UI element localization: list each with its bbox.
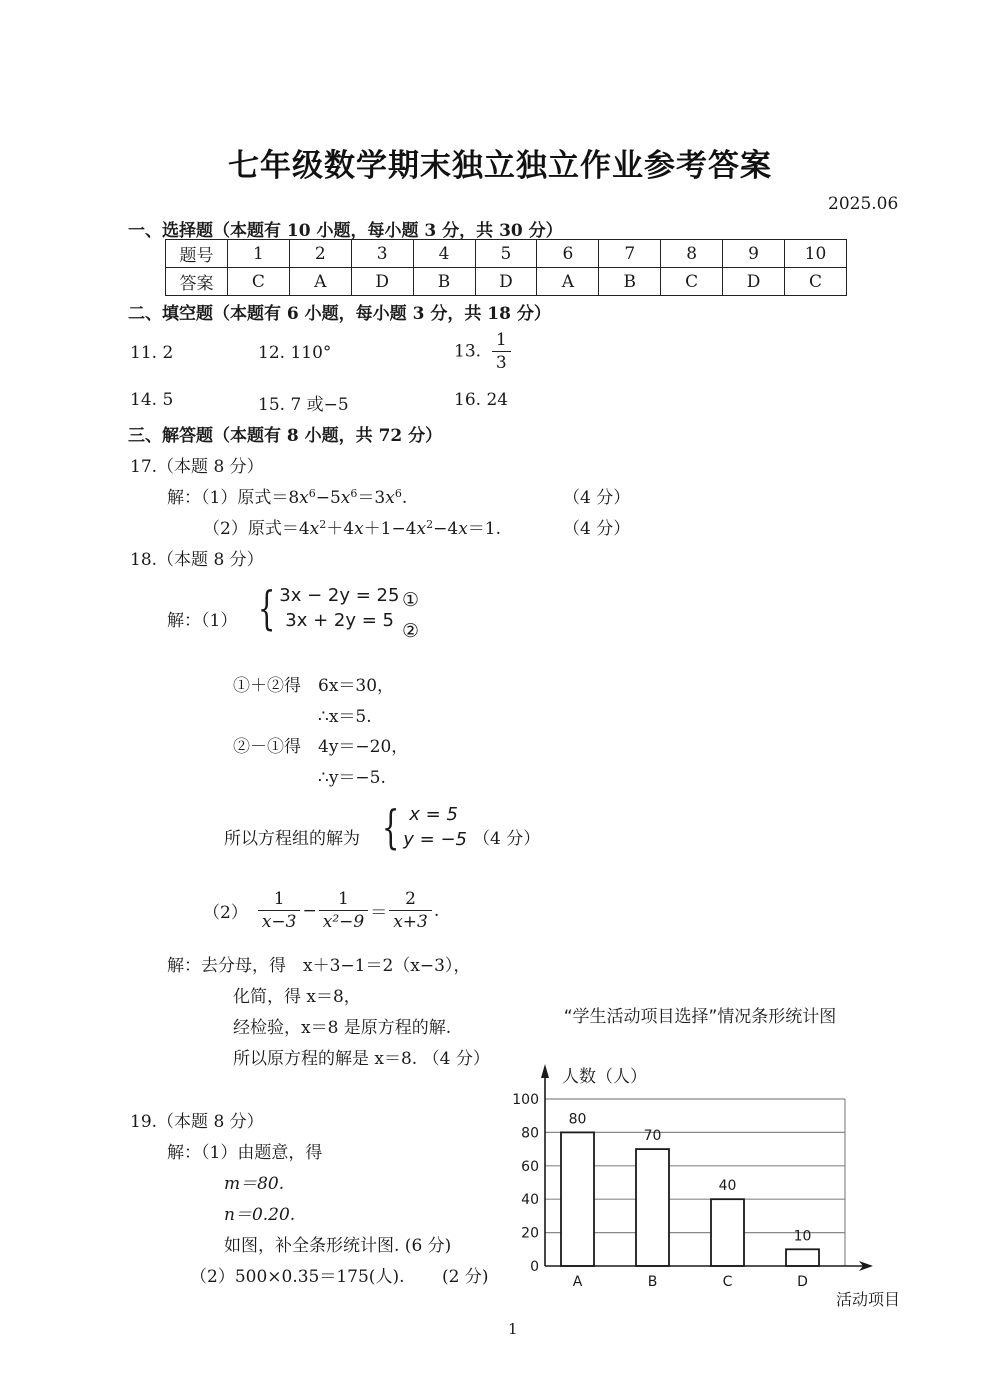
item-answer: 7 或−5	[290, 395, 349, 415]
period: .	[433, 900, 440, 921]
question-number: 2	[289, 240, 351, 268]
fraction-answer	[492, 330, 511, 373]
y-tick-label: 40	[521, 1192, 539, 1209]
q19-line-4: 如图，补全条形统计图. (6 分)	[224, 1236, 452, 1256]
answer-cell: C	[661, 268, 723, 296]
denominator: x−3	[261, 912, 297, 932]
data-label: 70	[643, 1128, 662, 1145]
solution-system	[376, 800, 467, 854]
question-number: 10	[785, 240, 847, 268]
circled-1-marker: ①	[402, 589, 420, 611]
question-number: 9	[723, 240, 785, 268]
page-number: 1	[508, 1320, 518, 1338]
q19-title: 19.（本题 8 分）	[130, 1112, 264, 1132]
question-number: 3	[351, 240, 413, 268]
expr-text: 解：（1）原式＝8	[167, 488, 300, 508]
row-label: 答案	[166, 268, 228, 296]
expr-text: ＝3	[357, 488, 386, 508]
q18-solution-line-2: 化简，得 x＝8，	[233, 987, 361, 1007]
section-2-heading: 二、填空题（本题有 6 小题，每小题 3 分，共 18 分）	[128, 304, 551, 324]
expr-text: −5	[315, 488, 341, 508]
minus-sign: −	[302, 900, 317, 921]
x-axis-label: 活动项目	[836, 1290, 901, 1309]
row-label: 题号	[166, 240, 228, 268]
bar-chart	[500, 1000, 920, 1320]
bar-c	[711, 1199, 744, 1266]
x-tick-label: C	[722, 1274, 733, 1290]
answer-cell: D	[351, 268, 413, 296]
step-add-label: ①＋②得	[233, 676, 301, 696]
numerator: 1	[258, 889, 301, 911]
q17-part1: 解：（1）原式$=8x^6-5x^6=3x^6$.	[167, 487, 408, 508]
answer-cell: A	[289, 268, 351, 296]
data-label: 40	[718, 1178, 737, 1195]
step-x-result: ∴x＝5.	[318, 707, 372, 727]
document-date: 2025.06	[828, 194, 899, 214]
q18-solution-line-1: 解：去分母，得 x＋3−1＝2（x−3），	[167, 956, 471, 976]
answer-cell: D	[723, 268, 785, 296]
item-number: 12.	[258, 343, 286, 363]
fraction-1	[258, 889, 301, 932]
item-number: 11.	[130, 343, 158, 363]
question-number: 5	[475, 240, 537, 268]
numerator: 1	[319, 889, 368, 911]
item-number: 15.	[258, 395, 286, 415]
q18-title: 18.（本题 8 分）	[130, 550, 264, 570]
equation-system	[252, 581, 400, 635]
fill-item-13	[454, 330, 511, 373]
q17-part1-score: （4 分）	[563, 488, 631, 508]
brace-icon: {	[381, 800, 400, 854]
step-add: 6x＝30，	[318, 676, 395, 696]
question-number: 8	[661, 240, 723, 268]
answer-cell: B	[599, 268, 661, 296]
y-tick-label: 20	[521, 1225, 539, 1242]
fraction-2	[319, 889, 368, 932]
exponent: 6	[350, 487, 358, 500]
question-number: 6	[537, 240, 599, 268]
numerator: 2	[389, 889, 432, 911]
denominator: 3	[495, 353, 507, 373]
question-number: 7	[599, 240, 661, 268]
q18-solution-line-4: 所以原方程的解是 x＝8. （4 分）	[233, 1049, 490, 1069]
x-tick-label: B	[647, 1274, 658, 1290]
item-answer: 24	[486, 390, 509, 410]
step-sub: 4y＝−20，	[318, 737, 409, 757]
brace-icon: {	[257, 581, 276, 635]
answer-cell: B	[413, 268, 475, 296]
bar-a	[561, 1132, 594, 1266]
fill-item-14	[130, 390, 173, 410]
q17-title: 17.（本题 8 分）	[130, 457, 264, 477]
q19-line-1: 解：（1）由题意，得	[167, 1143, 323, 1163]
y-tick-label: 0	[530, 1259, 539, 1275]
chart-title: “学生活动项目选择”情况条形统计图	[563, 1007, 837, 1027]
exponent: 6	[308, 487, 316, 500]
q18-part2-equation	[203, 889, 439, 932]
q19-line-3: n＝0.20.	[224, 1205, 296, 1225]
fill-item-11	[130, 343, 173, 363]
item-number: 16.	[454, 390, 482, 410]
denominator: x+3	[393, 912, 428, 932]
q19-line-5: （2）500×0.35＝175(人).	[190, 1267, 405, 1287]
q17-part2-score: （4 分）	[563, 519, 631, 539]
y-tick-label: 100	[512, 1092, 539, 1108]
bar-d	[786, 1249, 819, 1266]
fill-item-16	[454, 390, 508, 410]
page-title: 七年级数学期末独立独立作业参考答案	[228, 148, 772, 184]
question-number: 1	[227, 240, 289, 268]
step-sub-label: ②－①得	[233, 737, 301, 757]
data-label: 10	[793, 1228, 812, 1245]
fraction-3	[389, 889, 432, 932]
item-answer: 2	[162, 343, 174, 363]
step-y-result: ∴y＝−5.	[318, 768, 386, 788]
solution-x: x = 5	[409, 804, 458, 825]
equation-1: 3x − 2y = 25	[279, 585, 400, 606]
item-number: 14.	[130, 390, 158, 410]
table-row-answers	[166, 268, 847, 296]
data-label: 80	[568, 1111, 587, 1128]
equation-2: 3x + 2y = 5	[285, 610, 394, 631]
table-row-numbers	[166, 240, 847, 268]
expr-text: （2）原式＝4	[203, 519, 310, 539]
system-conclusion: 所以方程组的解为	[224, 829, 360, 849]
q18-part1-label: 解：（1）	[167, 611, 238, 631]
answer-cell: C	[785, 268, 847, 296]
q19-line-5-score: (2 分)	[442, 1267, 489, 1287]
answer-cell: A	[537, 268, 599, 296]
y-tick-label: 60	[521, 1158, 539, 1175]
fill-item-15	[258, 390, 349, 415]
item-answer: 5	[162, 390, 174, 410]
y-tick-label: 80	[521, 1125, 539, 1142]
denominator: x²−9	[322, 912, 365, 932]
bar-b	[636, 1149, 669, 1266]
question-number: 4	[413, 240, 475, 268]
y-axis-arrow-icon	[541, 1064, 549, 1078]
x-tick-label: D	[797, 1274, 808, 1290]
part-label: （2）	[203, 903, 248, 923]
exponent: 6	[394, 487, 402, 500]
q17-part2: （2）原式$=4x^2+4x+1-4x^2-4x=1$.	[203, 518, 502, 539]
item-answer: 110°	[290, 343, 332, 363]
answer-cell: D	[475, 268, 537, 296]
fill-item-12	[258, 343, 331, 363]
q18-solution-line-3: 经检验，x＝8 是原方程的解.	[233, 1018, 452, 1038]
answer-table	[165, 239, 847, 296]
x-tick-label: A	[572, 1274, 583, 1290]
section-1-heading: 一、选择题（本题有 10 小题，每小题 3 分，共 30 分）	[128, 221, 563, 241]
circled-2-marker: ②	[402, 620, 420, 642]
q19-line-2: m＝80.	[224, 1174, 285, 1194]
answer-cell: C	[227, 268, 289, 296]
section-3-heading: 三、解答题（本题有 8 小题，共 72 分）	[128, 426, 443, 446]
equals-sign: ＝	[370, 903, 388, 923]
numerator: 1	[492, 330, 511, 352]
solution-y: y = −5	[403, 829, 467, 850]
item-number: 13.	[454, 341, 482, 362]
y-axis-label: 人数（人）	[562, 1067, 647, 1087]
q18-part1-score: （4 分）	[473, 829, 541, 849]
